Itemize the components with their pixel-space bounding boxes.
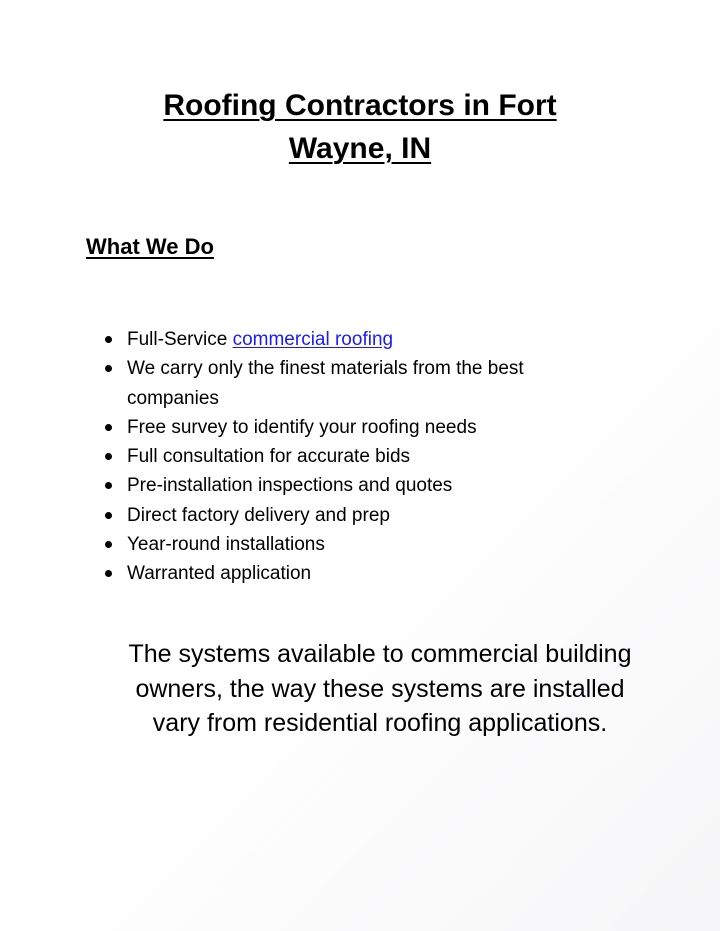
bullet-icon <box>105 424 112 431</box>
summary-paragraph: The systems available to commercial building owners, the way these systems are installed vary from residential roofing applications. <box>128 640 632 737</box>
list-item-text: Pre-installation inspections and quotes <box>127 475 453 497</box>
list-item-text: Full-Service <box>127 329 233 350</box>
bullet-icon <box>105 570 112 577</box>
list-item-text: Year-round installations <box>127 534 325 556</box>
list-item <box>127 501 597 530</box>
list-item <box>127 559 597 588</box>
bullet-icon <box>105 541 112 548</box>
list-item-text: Warranted application <box>127 563 312 585</box>
bullet-icon <box>105 336 112 343</box>
services-list <box>127 325 597 589</box>
list-item <box>127 442 597 471</box>
list-item <box>127 530 597 559</box>
list-item-text: We carry only the finest materials from the best companies <box>127 358 524 409</box>
list-item <box>127 413 597 442</box>
title-line-1: Roofing Contractors in Fort <box>163 89 557 122</box>
page-title <box>0 84 720 170</box>
bullet-icon <box>105 365 112 372</box>
bullet-icon <box>105 453 112 460</box>
list-item-text: Full consultation for accurate bids <box>127 446 411 468</box>
list-item-text: Direct factory delivery and prep <box>127 504 390 526</box>
section-heading-what-we-do: What We Do <box>86 234 214 259</box>
commercial-roofing-link[interactable]: commercial roofing <box>232 329 394 350</box>
bullet-icon <box>105 482 112 489</box>
list-item <box>127 325 597 354</box>
title-line-2: Wayne, IN <box>288 132 432 165</box>
bullet-icon <box>105 512 112 519</box>
list-item <box>127 354 597 413</box>
list-item-text: Free survey to identify your roofing needs <box>127 416 477 438</box>
list-item <box>127 471 597 500</box>
